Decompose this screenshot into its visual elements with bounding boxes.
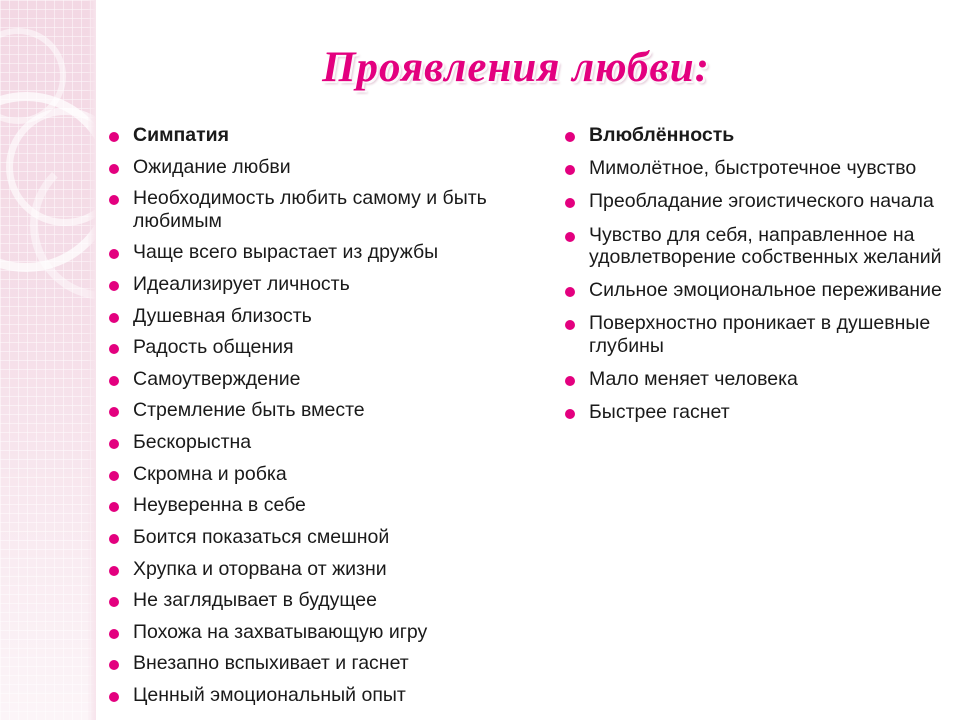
list-item: Чаще всего вырастает из дружбы xyxy=(102,241,524,264)
list-item: Радость общения xyxy=(102,336,524,359)
list-item: Боится показаться смешной xyxy=(102,526,524,549)
bullet-list-left xyxy=(102,124,524,707)
list-item: Поверхностно проникает в душевные глубины xyxy=(558,312,948,356)
column-right xyxy=(558,124,948,716)
column-heading-infatuation: Влюблённость xyxy=(558,124,948,146)
column-heading-sympathy: Симпатия xyxy=(102,124,524,147)
list-item: Самоутверждение xyxy=(102,368,524,391)
list-item: Быстрее гаснет xyxy=(558,401,948,423)
list-item: Ценный эмоциональный опыт xyxy=(102,684,524,707)
list-item: Стремление быть вместе xyxy=(102,399,524,422)
bullet-list-right xyxy=(558,124,948,423)
list-item: Внезапно вспыхивает и гаснет xyxy=(102,652,524,675)
list-item: Похожа на захватывающую игру xyxy=(102,621,524,644)
list-item: Скромна и робка xyxy=(102,463,524,486)
page-title: Проявления любви: xyxy=(322,44,710,91)
list-item: Мало меняет человека xyxy=(558,368,948,390)
list-item: Идеализирует личность xyxy=(102,273,524,296)
list-item: Преобладание эгоистического начала xyxy=(558,190,948,212)
list-item: Ожидание любви xyxy=(102,156,524,179)
band-edge-gradient xyxy=(88,0,96,720)
list-item: Сильное эмоциональное переживание xyxy=(558,279,948,301)
list-item: Чувство для себя, направленное на удовлетворение собственных желаний xyxy=(558,224,948,268)
list-item: Душевная близость xyxy=(102,305,524,328)
list-item: Не заглядывает в будущее xyxy=(102,589,524,612)
column-left xyxy=(96,124,524,716)
list-item: Мимолётное, быстротечное чувство xyxy=(558,157,948,179)
list-item: Хрупка и оторвана от жизни xyxy=(102,558,524,581)
content-columns xyxy=(96,124,948,716)
decorative-left-band xyxy=(0,0,96,720)
list-item: Бескорыстна xyxy=(102,431,524,454)
list-item: Необходимость любить самому и быть любимым xyxy=(102,187,524,232)
list-item: Неуверенна в себе xyxy=(102,494,524,517)
